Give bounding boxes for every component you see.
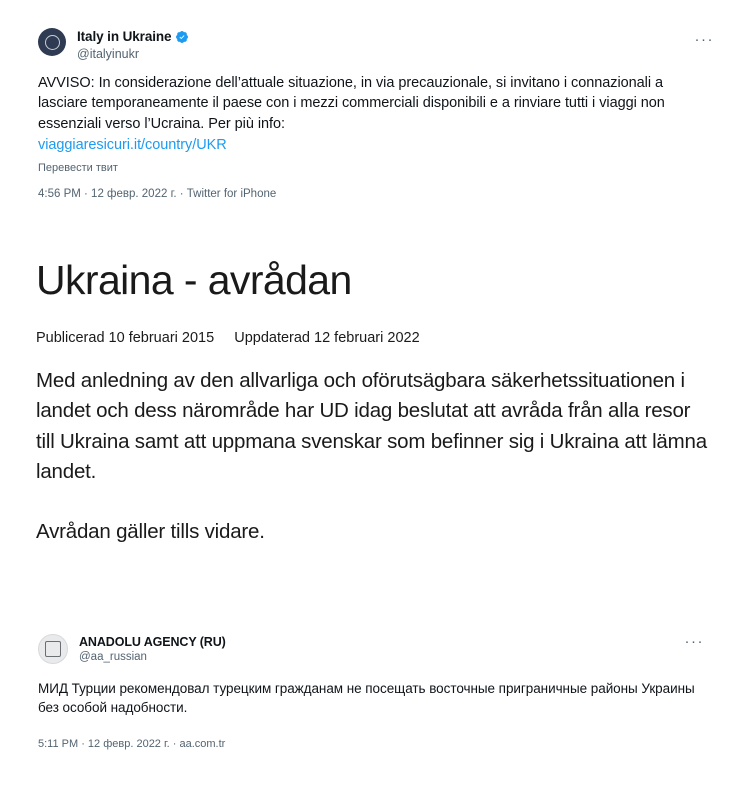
tweet-header-top	[38, 28, 714, 61]
verified-badge-icon	[175, 30, 189, 44]
article-dates	[36, 330, 712, 346]
tweet-content-top	[0, 0, 748, 206]
display-name[interactable]: ANADOLU AGENCY (RU)	[79, 635, 226, 649]
tweet-header-bottom	[38, 634, 714, 665]
tweet-name-row	[77, 29, 189, 45]
tweet-text-bottom: МИД Турции рекомендовал турецким гражданам не посещать восточные приграничные районы Украины без особой надобности.	[38, 680, 695, 716]
tweet-meta-bottom: 5:11 PM · 12 февр. 2022 г. · aa.com.tr	[38, 737, 226, 750]
published-date: Publicerad 10 februari 2015	[36, 329, 215, 346]
more-horizontal-icon[interactable]: ···	[684, 633, 704, 650]
tweet-author-bottom	[79, 634, 226, 665]
page-title: Ukraina - avrådan	[36, 257, 352, 303]
tweet-text-body: AVVISO: In considerazione dell’attuale situazione, in via precauzionale, si invitano i connazionali a lasciare temporaneamente il paese con i mezzi commerciali disponibili e a rinviare tutti i viaggi non essenziali verso l’Ucraina. Per più info:	[38, 74, 665, 133]
tweet-text-top	[38, 73, 714, 155]
display-name[interactable]: Italy in Ukraine	[77, 29, 172, 44]
tweet-card-top	[0, 0, 748, 206]
tweet-author-top	[77, 28, 189, 61]
article-section	[0, 258, 748, 548]
more-horizontal-icon[interactable]: ···	[694, 31, 714, 48]
avatar[interactable]	[38, 28, 66, 56]
updated-date: Uppdaterad 12 februari 2022	[234, 329, 420, 346]
article-paragraph-1: Med anledning av den allvarliga och oförutsägbara säkerhetssituationen i landet och dess närområde har UD idag beslutat att avråda från alla resor till Ukraina samt att uppmana svenskar som befinner sig i Ukraina att lämna landet.	[36, 368, 707, 483]
tweet-link[interactable]: viaggiaresicuri.it/country/UKR	[38, 136, 227, 153]
avatar[interactable]	[38, 634, 68, 664]
handle[interactable]: @italyinukr	[77, 46, 140, 61]
article-body	[36, 366, 712, 548]
translate-tweet-button[interactable]: Перевести твит	[38, 162, 118, 175]
tweet-name-row	[79, 635, 226, 649]
article-paragraph-2: Avrådan gäller tills vidare.	[36, 520, 265, 544]
tweet-card-bottom	[0, 614, 748, 756]
tweet-content-bottom	[0, 614, 748, 756]
tweet-meta-top: 4:56 PM · 12 февр. 2022 г. · Twitter for iPhone	[38, 188, 277, 201]
handle[interactable]: @aa_russian	[79, 651, 147, 664]
